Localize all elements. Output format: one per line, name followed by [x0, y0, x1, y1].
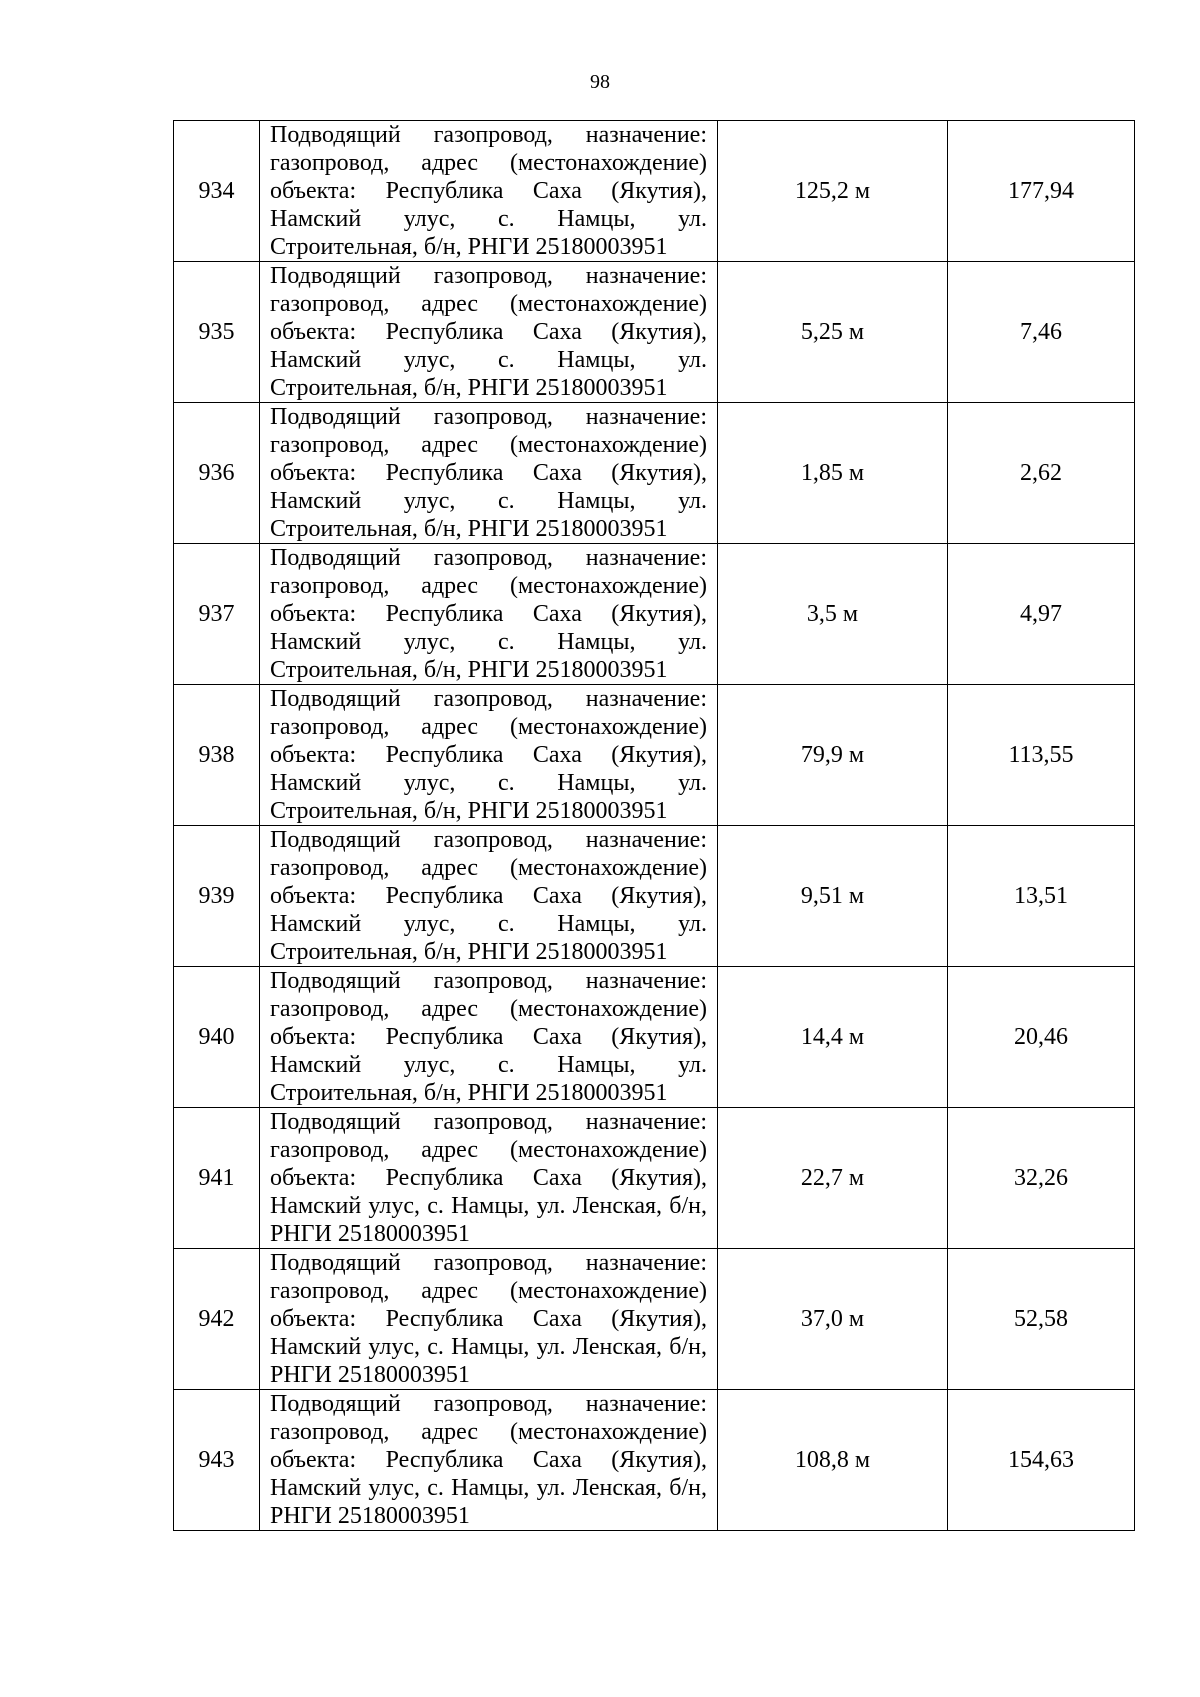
- row-number: 943: [174, 1390, 260, 1531]
- object-description-text: Подводящий газопровод, назначение: газопровод, адрес (местонахождение) объекта: Республика Саха (Якутия), Намский улус, с. Намцы, ул. Ленская, б/н, РНГИ 25180003951: [270, 1391, 707, 1529]
- object-value: 7,46: [948, 262, 1135, 403]
- table-row: [174, 403, 1135, 544]
- object-description-text: Подводящий газопровод, назначение: газопровод, адрес (местонахождение) объекта: Республика Саха (Якутия), Намский улус, с. Намцы, ул. Строительная, б/н, РНГИ 25180003951: [270, 686, 707, 824]
- property-registry-table: [173, 120, 1135, 1531]
- object-value: 52,58: [948, 1249, 1135, 1390]
- object-description-text: Подводящий газопровод, назначение: газопровод, адрес (местонахождение) объекта: Республика Саха (Якутия), Намский улус, с. Намцы, ул. Ленская, б/н, РНГИ 25180003951: [270, 1109, 707, 1247]
- row-number: 937: [174, 544, 260, 685]
- table-row: [174, 544, 1135, 685]
- object-value: 113,55: [948, 685, 1135, 826]
- object-length: 9,51 м: [718, 826, 948, 967]
- row-number: 939: [174, 826, 260, 967]
- object-length: 125,2 м: [718, 121, 948, 262]
- object-value: 32,26: [948, 1108, 1135, 1249]
- object-description: [260, 1249, 718, 1390]
- object-description: [260, 1108, 718, 1249]
- object-value: 177,94: [948, 121, 1135, 262]
- row-number: 941: [174, 1108, 260, 1249]
- object-description: [260, 826, 718, 967]
- object-description: [260, 685, 718, 826]
- object-description-text: Подводящий газопровод, назначение: газопровод, адрес (местонахождение) объекта: Республика Саха (Якутия), Намский улус, с. Намцы, ул. Строительная, б/н, РНГИ 25180003951: [270, 404, 707, 542]
- table-row: [174, 826, 1135, 967]
- object-description: [260, 967, 718, 1108]
- table-row: [174, 121, 1135, 262]
- row-number: 935: [174, 262, 260, 403]
- object-value: 13,51: [948, 826, 1135, 967]
- object-value: 2,62: [948, 403, 1135, 544]
- row-number: 938: [174, 685, 260, 826]
- row-number: 942: [174, 1249, 260, 1390]
- object-value: 4,97: [948, 544, 1135, 685]
- page-number: 98: [590, 71, 610, 93]
- object-value: 154,63: [948, 1390, 1135, 1531]
- row-number: 940: [174, 967, 260, 1108]
- table-row: [174, 967, 1135, 1108]
- object-description-text: Подводящий газопровод, назначение: газопровод, адрес (местонахождение) объекта: Республика Саха (Якутия), Намский улус, с. Намцы, ул. Строительная, б/н, РНГИ 25180003951: [270, 122, 707, 260]
- table-row: [174, 262, 1135, 403]
- row-number: 934: [174, 121, 260, 262]
- table-row: [174, 1390, 1135, 1531]
- object-description-text: Подводящий газопровод, назначение: газопровод, адрес (местонахождение) объекта: Республика Саха (Якутия), Намский улус, с. Намцы, ул. Строительная, б/н, РНГИ 25180003951: [270, 545, 707, 683]
- object-length: 3,5 м: [718, 544, 948, 685]
- object-length: 14,4 м: [718, 967, 948, 1108]
- object-length: 22,7 м: [718, 1108, 948, 1249]
- row-number: 936: [174, 403, 260, 544]
- object-length: 1,85 м: [718, 403, 948, 544]
- object-length: 5,25 м: [718, 262, 948, 403]
- object-description: [260, 121, 718, 262]
- object-description: [260, 544, 718, 685]
- object-description-text: Подводящий газопровод, назначение: газопровод, адрес (местонахождение) объекта: Республика Саха (Якутия), Намский улус, с. Намцы, ул. Строительная, б/н, РНГИ 25180003951: [270, 263, 707, 401]
- table-row: [174, 1108, 1135, 1249]
- object-length: 108,8 м: [718, 1390, 948, 1531]
- table-row: [174, 1249, 1135, 1390]
- object-description: [260, 262, 718, 403]
- table-row: [174, 685, 1135, 826]
- object-description-text: Подводящий газопровод, назначение: газопровод, адрес (местонахождение) объекта: Республика Саха (Якутия), Намский улус, с. Намцы, ул. Строительная, б/н, РНГИ 25180003951: [270, 827, 707, 965]
- object-description-text: Подводящий газопровод, назначение: газопровод, адрес (местонахождение) объекта: Республика Саха (Якутия), Намский улус, с. Намцы, ул. Строительная, б/н, РНГИ 25180003951: [270, 968, 707, 1106]
- object-description: [260, 1390, 718, 1531]
- object-length: 37,0 м: [718, 1249, 948, 1390]
- object-description-text: Подводящий газопровод, назначение: газопровод, адрес (местонахождение) объекта: Республика Саха (Якутия), Намский улус, с. Намцы, ул. Ленская, б/н, РНГИ 25180003951: [270, 1250, 707, 1388]
- object-description: [260, 403, 718, 544]
- object-value: 20,46: [948, 967, 1135, 1108]
- object-length: 79,9 м: [718, 685, 948, 826]
